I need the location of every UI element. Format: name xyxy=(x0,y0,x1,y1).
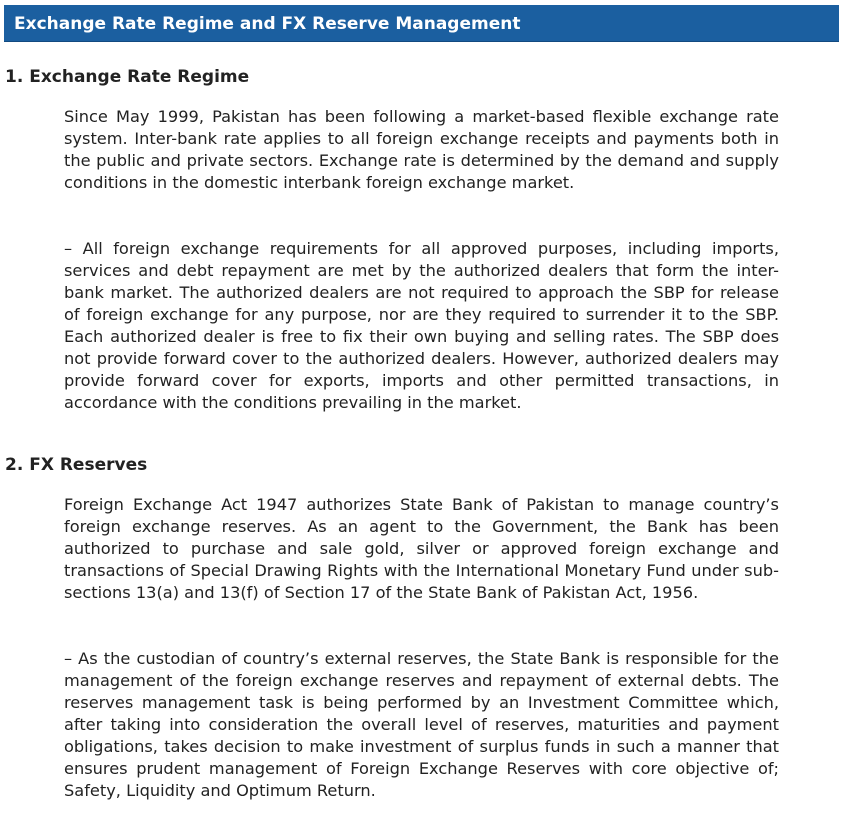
title-bar xyxy=(4,5,839,42)
paragraph-exchange-rate-intro: Since May 1999, Pakistan has been following a market-based flexible exchange rate system. Inter-bank rate applies to all foreign exchange receipts and payments both in the public and private sectors. Exchange rate is determined by the demand and supply conditions in the domestic interbank foreign exchange market. xyxy=(64,107,779,192)
paragraph-foreign-exchange-act: Foreign Exchange Act 1947 authorizes State Bank of Pakistan to manage country’s foreign exchange reserves. As an agent to the Government, the Bank has been authorized to purchase and sale gold, silver or approved foreign exchange and transactions of Special Drawing Rights with the International Monetary Fund under sub-sections 13(a) and 13(f) of Section 17 of the State Bank of Pakistan Act, 1956. xyxy=(64,495,779,602)
paragraph-reserves-management: – As the custodian of country’s external reserves, the State Bank is responsible for the management of the foreign exchange reserves and repayment of external debts. The reserves management task is being performed by an Investment Committee which, after taking into consideration the overall level of reserves, maturities and payment obligations, takes decision to make investment of surplus funds in such a manner that ensures prudent management of Foreign Exchange Reserves with core objective of; Safety, Liquidity and Optimum Return. xyxy=(64,649,779,800)
section-heading-fx-reserves: 2. FX Reserves xyxy=(5,455,148,475)
page-title: Exchange Rate Regime and FX Reserve Management xyxy=(14,14,521,34)
paragraph-authorized-dealers: – All foreign exchange requirements for all approved purposes, including imports, services and debt repayment are met by the authorized dealers that form the inter-bank market. The authorized dealers are not required to approach the SBP for release of foreign exchange for any purpose, nor are they required to surrender it to the SBP. Each authorized dealer is free to fix their own buying and selling rates. The SBP does not provide forward cover to the authorized dealers. However, authorized dealers may provide forward cover for exports, imports and other permitted transactions, in accordance with the conditions prevailing in the market. xyxy=(64,239,779,412)
section-heading-exchange-rate-regime: 1. Exchange Rate Regime xyxy=(5,67,250,87)
